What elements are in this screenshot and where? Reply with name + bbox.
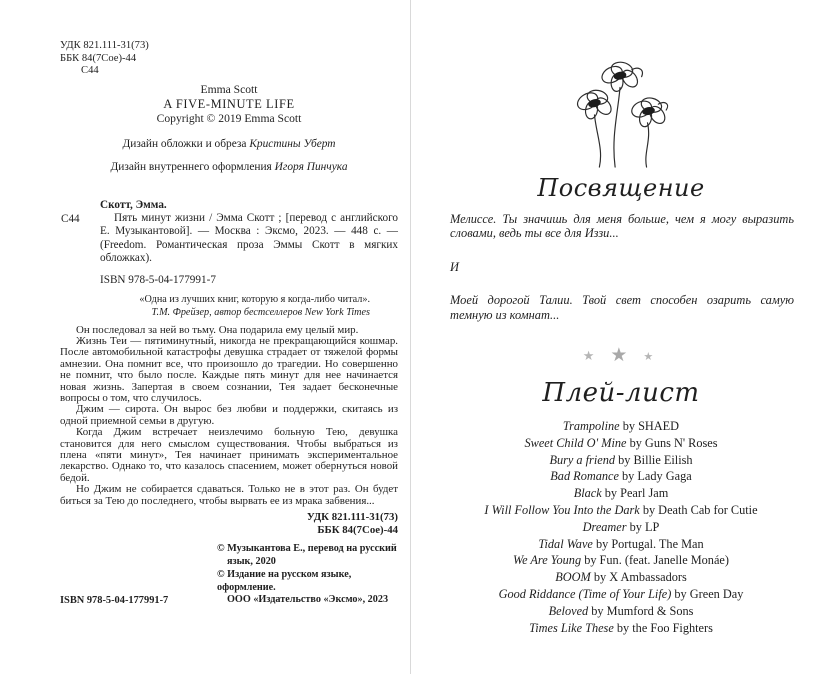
poppies-illustration-icon	[559, 58, 683, 168]
original-title-block	[60, 83, 398, 127]
catalog-code: С44	[61, 212, 80, 225]
track-title: BOOM	[555, 570, 591, 585]
catalog-entry: Пять минут жизни / Эмма Скотт ; [перевод с английского Е. Музыкантовой]. — Москва : Эксмо, 2023. — 448 с. — (Freedom. Романтическая проза Эммы Скотт в мягких обложках).	[100, 211, 398, 265]
review-quote-author: Т.М. Фрейзер, автор бестселлеров New York Times	[151, 306, 370, 318]
classification-block	[60, 40, 398, 78]
track-artist: by X Ambassadors	[593, 570, 687, 585]
annotation-paragraph: Он последовал за ней во тьму. Она подарила ему целый мир.	[76, 323, 359, 336]
interior-design-label: Дизайн внутреннего оформления	[110, 160, 272, 173]
annotation-paragraph: Жизнь Теи — пятиминутный, никогда не прекращающийся кошмар. После автомобильной катастрофы девушка страдает от тяжелой формы амнезии. Она помнит все, что произошло до трагедии. Но совершенно не помнит, что было после. Каждые пять минут для нее начинается новая жизнь. Запертая в своем сознании, Тея задает бесконечные вопросы о том, что случилось.	[60, 335, 398, 405]
playlist-track	[448, 452, 794, 469]
track-title: I Will Follow You Into the Dark	[484, 503, 640, 518]
review-quote: «Одна из лучших книг, которую я когда-либо читал».	[139, 293, 370, 305]
playlist-track	[448, 502, 794, 519]
track-artist: by Green Day	[674, 587, 744, 601]
copyright-line: © Музыкантова Е., перевод на русский	[217, 543, 397, 555]
cover-design-credit	[60, 138, 398, 150]
bbk-code-bottom: ББК 84(7Сое)-44	[317, 523, 398, 536]
track-title: Dreamer	[582, 519, 627, 534]
copyright-line: ООО «Издательство «Эксмо», 2023	[227, 594, 389, 606]
dedication-page	[448, 58, 794, 636]
original-author: Emma Scott	[200, 82, 258, 96]
udk-code: УДК 821.111-31(73)	[60, 40, 149, 51]
page-gutter-divider	[410, 0, 411, 674]
playlist-track	[448, 620, 794, 637]
imprint-page	[60, 40, 398, 607]
copyright-notices	[217, 543, 398, 607]
author-sign-code: С44	[81, 65, 99, 77]
isbn-number: ISBN 978-5-04-177991-7	[100, 273, 216, 286]
track-artist: by Death Cab for Cutie	[642, 503, 758, 518]
star-icon: ★	[582, 348, 601, 364]
track-title: Bury a friend	[549, 452, 616, 467]
catalog-card	[60, 199, 398, 266]
track-title: Beloved	[548, 603, 589, 618]
playlist-track	[448, 603, 794, 620]
catalog-author: Скотт, Эмма.	[100, 198, 167, 211]
track-artist: by LP	[629, 519, 660, 534]
cover-design-label: Дизайн обложки и обреза	[122, 137, 247, 150]
track-title: We Are Young	[513, 553, 582, 568]
track-artist: by SHAED	[622, 419, 680, 434]
annotation-paragraph: Но Джим не собирается сдаваться. Только не в этот раз. Он будет биться за Тею до последнего, чтобы вырвать ее из мрака забвения...	[60, 483, 398, 507]
playlist-track	[448, 435, 794, 452]
isbn-number-bottom: ISBN 978-5-04-177991-7	[60, 595, 169, 607]
udk-code-bottom: УДК 821.111-31(73)	[306, 511, 398, 524]
copyright-line: язык, 2020	[227, 556, 276, 568]
bbk-code: ББК 84(7Сое)-44	[60, 52, 137, 64]
dedication-heading: Посвящение	[537, 174, 705, 202]
playlist-track	[448, 418, 794, 435]
playlist-track	[448, 536, 794, 553]
track-title: Good Riddance (Time of Your Life)	[498, 587, 672, 601]
track-title: Trampoline	[562, 419, 620, 434]
playlist-heading: Плей-лист	[542, 378, 700, 409]
playlist-track	[448, 569, 794, 586]
imprint-footer	[60, 543, 398, 607]
dedication-paragraph: Моей дорогой Талии. Твой свет способен озарить самую темную из комнат...	[450, 293, 794, 322]
annotation-block	[60, 325, 398, 508]
copyright-line: © Издание на русском языке, оформление.	[217, 568, 352, 593]
playlist-track	[448, 586, 794, 603]
playlist-track	[448, 519, 794, 536]
cover-designer-name: Кристины Уберт	[249, 137, 336, 150]
annotation-paragraph: Джим — сирота. Он вырос без любви и поддержки, скитаясь из одной приемной семьи в другую.	[60, 403, 398, 427]
track-artist: by the Foo Fighters	[616, 620, 713, 635]
review-quote-block	[60, 293, 398, 319]
stars-divider	[448, 343, 794, 366]
track-artist: by Mumford & Sons	[591, 603, 694, 618]
annotation-paragraph: Когда Джим встречает неизлечимо больную Тею, девушка становится для него смыслом существования. Чтобы выбраться из плена «пяти минут», Тея начинает принимать экспериментальное лекарство. Однако то, что казалось спасением, может обернуться новой бедой.	[60, 426, 398, 484]
interior-designer-name: Игоря Пинчука	[274, 160, 348, 173]
interior-design-credit	[60, 161, 398, 173]
dedication-text	[448, 212, 794, 322]
track-artist: by Pearl Jam	[604, 486, 669, 501]
track-title: Sweet Child O' Mine	[524, 435, 627, 450]
dedication-paragraph: Мелиссе. Ты значишь для меня больше, чем я могу выразить словами, ведь ты все для Иззи...	[450, 212, 794, 241]
track-title: Tidal Wave	[538, 536, 593, 551]
star-icon: ★	[643, 351, 660, 364]
track-artist: by Portugal. The Man	[595, 536, 704, 551]
original-title: A FIVE-MINUTE LIFE	[163, 97, 295, 112]
track-title: Times Like These	[529, 620, 614, 635]
track-artist: by Fun. (feat. Janelle Monáe)	[584, 553, 729, 568]
dedication-paragraph: И	[450, 259, 459, 274]
track-artist: by Billie Eilish	[618, 452, 693, 467]
track-artist: by Lady Gaga	[622, 469, 692, 484]
playlist	[448, 418, 794, 636]
track-title: Bad Romance	[550, 469, 619, 484]
track-artist: by Guns N' Roses	[629, 435, 718, 450]
playlist-track	[448, 552, 794, 569]
original-copyright: Copyright © 2019 Emma Scott	[156, 111, 302, 125]
track-title: Black	[573, 486, 602, 501]
playlist-track	[448, 485, 794, 502]
star-icon: ★	[610, 345, 634, 367]
classification-block-bottom	[60, 511, 398, 536]
playlist-track	[448, 468, 794, 485]
